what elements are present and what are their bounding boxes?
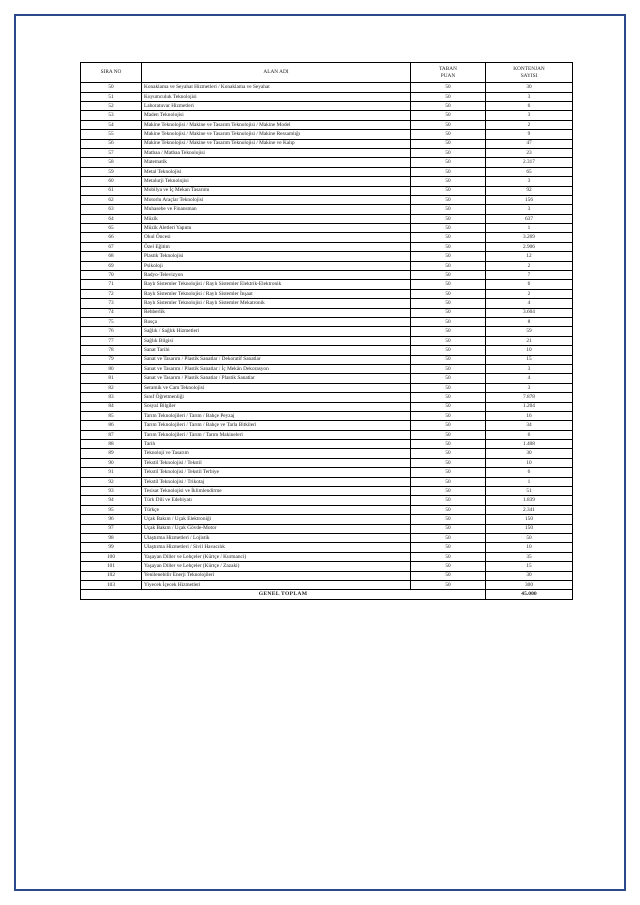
- table-header: [81, 63, 573, 83]
- cell-taban-puan: 50: [411, 393, 486, 402]
- cell-sira-no: 52: [81, 102, 142, 111]
- table-row: [81, 440, 573, 449]
- cell-kontenjan: 10: [486, 458, 573, 467]
- cell-taban-puan: 50: [411, 214, 486, 223]
- cell-alan-adi: Tekstil Teknolojisi / Tekstil: [142, 458, 411, 467]
- cell-alan-adi: Yaşayan Diller ve Lehçeler (Kürtçe / Kurmanci): [142, 552, 411, 561]
- cell-alan-adi: Özel Eğitim: [142, 242, 411, 251]
- cell-kontenjan: 15: [486, 562, 573, 571]
- cell-kontenjan: 47: [486, 139, 573, 148]
- header-alan-adi: ALAN ADI: [142, 63, 411, 83]
- cell-kontenjan: 2: [486, 261, 573, 270]
- cell-sira-no: 92: [81, 477, 142, 486]
- cell-sira-no: 77: [81, 336, 142, 345]
- cell-sira-no: 78: [81, 346, 142, 355]
- header-kontenjan-sayisi: [486, 63, 573, 83]
- cell-taban-puan: 50: [411, 430, 486, 439]
- cell-taban-puan: 50: [411, 364, 486, 373]
- cell-taban-puan: 50: [411, 355, 486, 364]
- cell-taban-puan: 50: [411, 505, 486, 514]
- cell-taban-puan: 50: [411, 580, 486, 589]
- cell-taban-puan: 50: [411, 346, 486, 355]
- cell-sira-no: 74: [81, 308, 142, 317]
- cell-sira-no: 99: [81, 543, 142, 552]
- cell-sira-no: 102: [81, 571, 142, 580]
- cell-sira-no: 72: [81, 289, 142, 298]
- table-row: [81, 393, 573, 402]
- cell-alan-adi: Sosyal Bilgiler: [142, 402, 411, 411]
- cell-taban-puan: 50: [411, 242, 486, 251]
- cell-taban-puan: 50: [411, 271, 486, 280]
- cell-kontenjan: 23: [486, 148, 573, 157]
- cell-taban-puan: 50: [411, 102, 486, 111]
- table-row: [81, 242, 573, 251]
- cell-alan-adi: Yiyecek İçecek Hizmetleri: [142, 580, 411, 589]
- table-row: [81, 533, 573, 542]
- header-taban-puan-line1: TABAN: [439, 66, 457, 72]
- table-row: [81, 177, 573, 186]
- cell-sira-no: 66: [81, 233, 142, 242]
- table-row: [81, 308, 573, 317]
- cell-sira-no: 70: [81, 271, 142, 280]
- cell-kontenjan: 2.906: [486, 242, 573, 251]
- cell-alan-adi: Sağlık / Sağlık Hizmetleri: [142, 327, 411, 336]
- cell-sira-no: 103: [81, 580, 142, 589]
- cell-taban-puan: 50: [411, 308, 486, 317]
- cell-alan-adi: Rehberlik: [142, 308, 411, 317]
- cell-alan-adi: Konaklama ve Seyahat Hizmetleri / Konaklama ve Seyahat: [142, 83, 411, 92]
- table-row: [81, 496, 573, 505]
- cell-sira-no: 80: [81, 364, 142, 373]
- cell-kontenjan: 50: [486, 533, 573, 542]
- cell-alan-adi: Yenilenebilir Enerji Teknolojileri: [142, 571, 411, 580]
- table-header-row: [81, 63, 573, 83]
- cell-alan-adi: Tesisat Teknolojisi ve İklimlendirme: [142, 487, 411, 496]
- cell-alan-adi: Makine Teknolojisi / Makine ve Tasarım Teknolojisi / Makine Model: [142, 120, 411, 129]
- cell-kontenjan: 6: [486, 280, 573, 289]
- cell-sira-no: 96: [81, 515, 142, 524]
- total-row: [81, 590, 573, 600]
- cell-alan-adi: Maden Teknolojisi: [142, 111, 411, 120]
- cell-alan-adi: Tarım Teknolojileri / Tarım / Bahçe Peyzaj: [142, 411, 411, 420]
- table-row: [81, 102, 573, 111]
- table-row: [81, 224, 573, 233]
- cell-kontenjan: 6: [486, 102, 573, 111]
- cell-sira-no: 73: [81, 299, 142, 308]
- cell-kontenjan: 3: [486, 383, 573, 392]
- cell-taban-puan: 50: [411, 515, 486, 524]
- total-value: 45.000: [486, 590, 573, 600]
- cell-kontenjan: 2.317: [486, 158, 573, 167]
- cell-kontenjan: 3: [486, 364, 573, 373]
- cell-sira-no: 95: [81, 505, 142, 514]
- cell-kontenjan: 6: [486, 468, 573, 477]
- cell-taban-puan: 50: [411, 186, 486, 195]
- table-row: [81, 261, 573, 270]
- table-row: [81, 515, 573, 524]
- cell-sira-no: 93: [81, 487, 142, 496]
- cell-kontenjan: 1: [486, 477, 573, 486]
- header-kontenjan-line1: KONTENJAN: [513, 66, 545, 72]
- cell-kontenjan: 59: [486, 327, 573, 336]
- cell-taban-puan: 50: [411, 383, 486, 392]
- cell-sira-no: 83: [81, 393, 142, 402]
- cell-alan-adi: Uçak Bakım / Uçak Gövde-Motor: [142, 524, 411, 533]
- cell-taban-puan: 50: [411, 487, 486, 496]
- table-row: [81, 111, 573, 120]
- cell-kontenjan: 30: [486, 449, 573, 458]
- table-row: [81, 374, 573, 383]
- cell-alan-adi: Seramik ve Cam Teknolojisi: [142, 383, 411, 392]
- table-row: [81, 186, 573, 195]
- cell-alan-adi: Raylı Sistemler Teknolojisi / Raylı Sistemler İnşaat: [142, 289, 411, 298]
- cell-alan-adi: Ulaştırma Hizmetleri / Lojistik: [142, 533, 411, 542]
- cell-sira-no: 51: [81, 92, 142, 101]
- cell-sira-no: 76: [81, 327, 142, 336]
- cell-kontenjan: 3: [486, 205, 573, 214]
- table-row: [81, 524, 573, 533]
- cell-kontenjan: 15: [486, 355, 573, 364]
- cell-taban-puan: 50: [411, 571, 486, 580]
- cell-sira-no: 68: [81, 252, 142, 261]
- cell-kontenjan: 1.204: [486, 402, 573, 411]
- table-row: [81, 346, 573, 355]
- cell-sira-no: 91: [81, 468, 142, 477]
- cell-alan-adi: Teknoloji ve Tasarım: [142, 449, 411, 458]
- table-row: [81, 355, 573, 364]
- cell-taban-puan: 50: [411, 111, 486, 120]
- cell-alan-adi: Tarım Teknolojileri / Tarım / Tarım Makineleri: [142, 430, 411, 439]
- cell-alan-adi: Psikoloji: [142, 261, 411, 270]
- cell-sira-no: 59: [81, 167, 142, 176]
- cell-sira-no: 65: [81, 224, 142, 233]
- cell-taban-puan: 50: [411, 468, 486, 477]
- cell-taban-puan: 50: [411, 374, 486, 383]
- cell-alan-adi: Makine Teknolojisi / Makine ve Tasarım Teknolojisi / Makine ve Kalıp: [142, 139, 411, 148]
- cell-kontenjan: 92: [486, 186, 573, 195]
- cell-kontenjan: 7: [486, 271, 573, 280]
- cell-kontenjan: 300: [486, 580, 573, 589]
- cell-sira-no: 60: [81, 177, 142, 186]
- cell-taban-puan: 50: [411, 148, 486, 157]
- table-row: [81, 280, 573, 289]
- cell-kontenjan: 30: [486, 571, 573, 580]
- table-footer: [81, 590, 573, 600]
- table-row: [81, 487, 573, 496]
- table-row: [81, 130, 573, 139]
- cell-sira-no: 81: [81, 374, 142, 383]
- cell-taban-puan: 50: [411, 421, 486, 430]
- table-row: [81, 430, 573, 439]
- cell-sira-no: 87: [81, 430, 142, 439]
- cell-sira-no: 97: [81, 524, 142, 533]
- alan-kontenjan-table: [80, 62, 573, 600]
- cell-kontenjan: 8: [486, 317, 573, 326]
- cell-taban-puan: 50: [411, 533, 486, 542]
- cell-sira-no: 63: [81, 205, 142, 214]
- cell-taban-puan: 50: [411, 130, 486, 139]
- total-label: GENEL TOPLAM: [81, 590, 486, 600]
- cell-taban-puan: 50: [411, 449, 486, 458]
- cell-alan-adi: Tarih: [142, 440, 411, 449]
- cell-alan-adi: Sanat ve Tasarım / Plastik Sanatlar / Dekoratif Sanatlar: [142, 355, 411, 364]
- cell-alan-adi: Rusça: [142, 317, 411, 326]
- cell-taban-puan: 50: [411, 496, 486, 505]
- cell-alan-adi: Motorlu Araçlar Teknolojisi: [142, 195, 411, 204]
- cell-taban-puan: 50: [411, 167, 486, 176]
- table-row: [81, 139, 573, 148]
- cell-kontenjan: 34: [486, 421, 573, 430]
- table-row: [81, 252, 573, 261]
- table-row: [81, 468, 573, 477]
- cell-alan-adi: Sanat ve Tasarım / Plastik Sanatlar / İç Mekân Dekorasyon: [142, 364, 411, 373]
- cell-kontenjan: 1.408: [486, 440, 573, 449]
- table-row: [81, 92, 573, 101]
- cell-kontenjan: 3.604: [486, 308, 573, 317]
- cell-kontenjan: 2: [486, 289, 573, 298]
- cell-alan-adi: Matematik: [142, 158, 411, 167]
- cell-taban-puan: 50: [411, 205, 486, 214]
- cell-alan-adi: Sınıf Öğretmenliği: [142, 393, 411, 402]
- cell-kontenjan: 10: [486, 346, 573, 355]
- cell-taban-puan: 50: [411, 224, 486, 233]
- cell-kontenjan: 3.269: [486, 233, 573, 242]
- cell-alan-adi: Raylı Sistemler Teknolojisi / Raylı Sistemler Mekatronik: [142, 299, 411, 308]
- cell-alan-adi: Yaşayan Diller ve Lehçeler (Kürtçe / Zazaki): [142, 562, 411, 571]
- cell-taban-puan: 50: [411, 289, 486, 298]
- cell-sira-no: 54: [81, 120, 142, 129]
- header-taban-puan: [411, 63, 486, 83]
- table-row: [81, 543, 573, 552]
- cell-kontenjan: 16: [486, 411, 573, 420]
- table-row: [81, 167, 573, 176]
- table-row: [81, 289, 573, 298]
- cell-alan-adi: Plastik Teknolojisi: [142, 252, 411, 261]
- table-row: [81, 158, 573, 167]
- table-row: [81, 233, 573, 242]
- cell-alan-adi: Okul Öncesi: [142, 233, 411, 242]
- cell-sira-no: 62: [81, 195, 142, 204]
- table-row: [81, 327, 573, 336]
- cell-sira-no: 67: [81, 242, 142, 251]
- cell-sira-no: 75: [81, 317, 142, 326]
- cell-sira-no: 88: [81, 440, 142, 449]
- cell-kontenjan: 150: [486, 515, 573, 524]
- cell-taban-puan: 50: [411, 524, 486, 533]
- cell-taban-puan: 50: [411, 552, 486, 561]
- cell-sira-no: 85: [81, 411, 142, 420]
- cell-sira-no: 84: [81, 402, 142, 411]
- table-row: [81, 449, 573, 458]
- cell-taban-puan: 50: [411, 120, 486, 129]
- table-container: [80, 62, 560, 600]
- header-taban-puan-line2: PUAN: [440, 72, 456, 79]
- cell-taban-puan: 50: [411, 195, 486, 204]
- table-row: [81, 148, 573, 157]
- table-row: [81, 562, 573, 571]
- table-row: [81, 205, 573, 214]
- table-body: [81, 83, 573, 590]
- table-row: [81, 580, 573, 589]
- cell-taban-puan: 50: [411, 402, 486, 411]
- cell-sira-no: 55: [81, 130, 142, 139]
- cell-taban-puan: 50: [411, 83, 486, 92]
- cell-alan-adi: Muhasebe ve Finansman: [142, 205, 411, 214]
- cell-alan-adi: Radyo-Televizyon: [142, 271, 411, 280]
- cell-kontenjan: 65: [486, 167, 573, 176]
- cell-taban-puan: 50: [411, 261, 486, 270]
- cell-sira-no: 57: [81, 148, 142, 157]
- cell-alan-adi: Türk Dili ve Edebiyatı: [142, 496, 411, 505]
- table-row: [81, 299, 573, 308]
- table-row: [81, 505, 573, 514]
- cell-alan-adi: Mobilya ve İç Mekan Tasarımı: [142, 186, 411, 195]
- cell-taban-puan: 50: [411, 158, 486, 167]
- cell-taban-puan: 50: [411, 458, 486, 467]
- cell-taban-puan: 50: [411, 139, 486, 148]
- header-sira-no: SIRA NO: [81, 63, 142, 83]
- cell-alan-adi: Kuyumculuk Teknolojisi: [142, 92, 411, 101]
- cell-sira-no: 71: [81, 280, 142, 289]
- cell-alan-adi: Ulaştırma Hizmetleri / Sivil Havacılık: [142, 543, 411, 552]
- cell-taban-puan: 50: [411, 477, 486, 486]
- cell-kontenjan: 4: [486, 374, 573, 383]
- cell-alan-adi: Sanat Tarihi: [142, 346, 411, 355]
- cell-taban-puan: 50: [411, 317, 486, 326]
- cell-sira-no: 64: [81, 214, 142, 223]
- table-row: [81, 120, 573, 129]
- cell-sira-no: 56: [81, 139, 142, 148]
- cell-sira-no: 89: [81, 449, 142, 458]
- cell-kontenjan: 3: [486, 177, 573, 186]
- cell-alan-adi: Matbaa / Matbaa Teknolojisi: [142, 148, 411, 157]
- cell-sira-no: 50: [81, 83, 142, 92]
- cell-taban-puan: 50: [411, 543, 486, 552]
- cell-alan-adi: Müzik Aletleri Yapımı: [142, 224, 411, 233]
- cell-alan-adi: Tekstil Teknolojisi / Trikotaj: [142, 477, 411, 486]
- cell-kontenjan: 4: [486, 299, 573, 308]
- cell-kontenjan: 30: [486, 83, 573, 92]
- cell-kontenjan: 12: [486, 252, 573, 261]
- cell-taban-puan: 50: [411, 299, 486, 308]
- table-row: [81, 477, 573, 486]
- cell-kontenjan: 10: [486, 543, 573, 552]
- cell-kontenjan: 3: [486, 111, 573, 120]
- table-row: [81, 402, 573, 411]
- cell-alan-adi: Raylı Sistemler Teknolojisi / Raylı Sistemler Elektrik-Elektronik: [142, 280, 411, 289]
- cell-kontenjan: 3: [486, 92, 573, 101]
- cell-sira-no: 100: [81, 552, 142, 561]
- table-row: [81, 195, 573, 204]
- table-row: [81, 571, 573, 580]
- cell-kontenjan: 1.839: [486, 496, 573, 505]
- cell-kontenjan: 7.878: [486, 393, 573, 402]
- cell-kontenjan: 150: [486, 524, 573, 533]
- cell-sira-no: 94: [81, 496, 142, 505]
- cell-kontenjan: 6: [486, 430, 573, 439]
- cell-alan-adi: Tekstil Teknolojisi / Tekstil Terbiye: [142, 468, 411, 477]
- table-row: [81, 552, 573, 561]
- cell-kontenjan: 51: [486, 487, 573, 496]
- cell-alan-adi: Türkçe: [142, 505, 411, 514]
- table-row: [81, 271, 573, 280]
- cell-alan-adi: Tarım Teknolojileri / Tarım / Bahçe ve Tarla Bitkileri: [142, 421, 411, 430]
- cell-taban-puan: 50: [411, 440, 486, 449]
- table-row: [81, 364, 573, 373]
- cell-sira-no: 61: [81, 186, 142, 195]
- cell-sira-no: 69: [81, 261, 142, 270]
- cell-sira-no: 90: [81, 458, 142, 467]
- table-row: [81, 336, 573, 345]
- cell-sira-no: 53: [81, 111, 142, 120]
- cell-kontenjan: 2.341: [486, 505, 573, 514]
- cell-kontenjan: 9: [486, 130, 573, 139]
- table-row: [81, 383, 573, 392]
- cell-kontenjan: 35: [486, 552, 573, 561]
- cell-sira-no: 82: [81, 383, 142, 392]
- cell-taban-puan: 50: [411, 562, 486, 571]
- header-kontenjan-line2: SAYISI: [520, 72, 538, 79]
- table-row: [81, 421, 573, 430]
- cell-kontenjan: 156: [486, 195, 573, 204]
- cell-kontenjan: 1: [486, 224, 573, 233]
- cell-alan-adi: Sağlık Bilgisi: [142, 336, 411, 345]
- cell-sira-no: 58: [81, 158, 142, 167]
- cell-taban-puan: 50: [411, 252, 486, 261]
- cell-alan-adi: Müzik: [142, 214, 411, 223]
- cell-taban-puan: 50: [411, 280, 486, 289]
- cell-alan-adi: Metal Teknolojisi: [142, 167, 411, 176]
- cell-alan-adi: Makine Teknolojisi / Makine ve Tasarım Teknolojisi / Makine Ressamlığı: [142, 130, 411, 139]
- cell-sira-no: 79: [81, 355, 142, 364]
- cell-taban-puan: 50: [411, 327, 486, 336]
- cell-kontenjan: 21: [486, 336, 573, 345]
- table-row: [81, 317, 573, 326]
- table-row: [81, 411, 573, 420]
- table-row: [81, 214, 573, 223]
- cell-sira-no: 101: [81, 562, 142, 571]
- cell-taban-puan: 50: [411, 233, 486, 242]
- cell-taban-puan: 50: [411, 411, 486, 420]
- cell-taban-puan: 50: [411, 177, 486, 186]
- cell-sira-no: 98: [81, 533, 142, 542]
- cell-alan-adi: Laboratuvar Hizmetleri: [142, 102, 411, 111]
- cell-taban-puan: 50: [411, 92, 486, 101]
- cell-kontenjan: 2: [486, 120, 573, 129]
- cell-alan-adi: Metalurji Teknolojisi: [142, 177, 411, 186]
- table-row: [81, 458, 573, 467]
- cell-alan-adi: Sanat ve Tasarım / Plastik Sanatlar / Plastik Sanatlar: [142, 374, 411, 383]
- cell-kontenjan: 637: [486, 214, 573, 223]
- cell-taban-puan: 50: [411, 336, 486, 345]
- table-row: [81, 83, 573, 92]
- cell-sira-no: 86: [81, 421, 142, 430]
- cell-alan-adi: Uçak Bakım / Uçak Elektroniği: [142, 515, 411, 524]
